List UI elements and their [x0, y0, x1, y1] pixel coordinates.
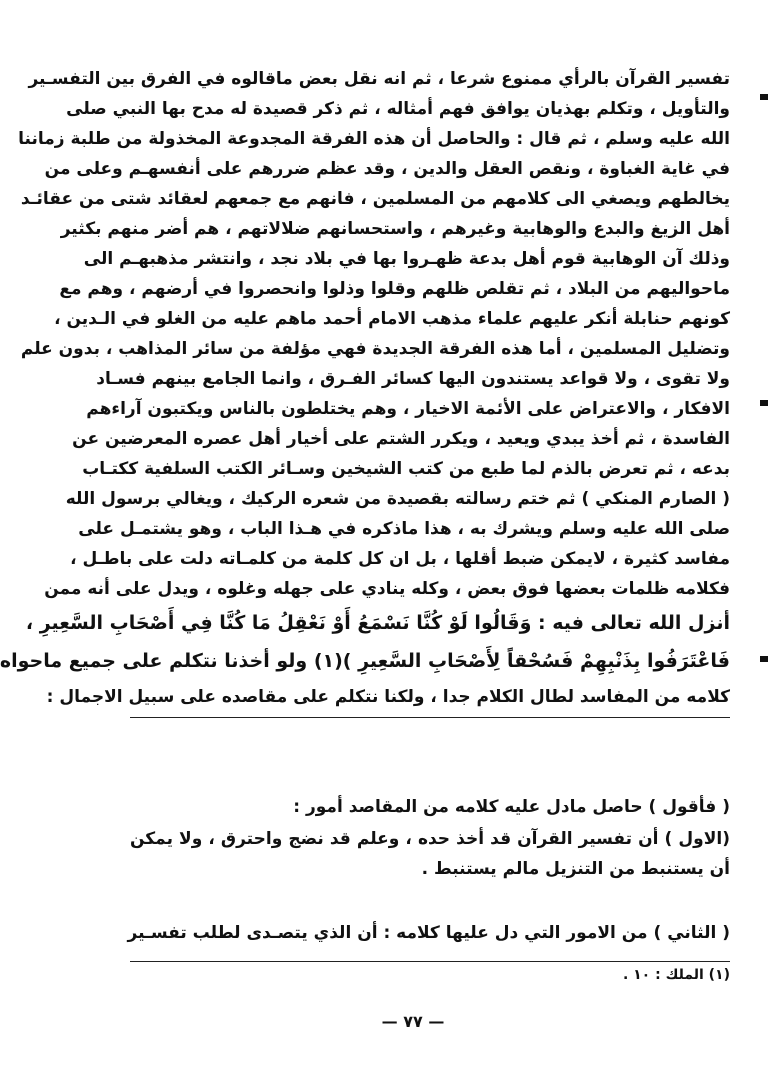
quran-verse-line: أنزل الله تعالى فيه : وَقَالُوا لَوْ كُنَّا نَسْمَعُ أَوْ نَعْقِلُ مَا كُنَّا فِي أَصْحَابِ السَّعِيرِ ،: [25, 612, 730, 634]
footnote: (١) الملك : ١٠ .: [622, 967, 730, 983]
margin-mark-lower: [760, 656, 768, 662]
footnote-divider: [130, 961, 730, 962]
text-line: ولا تقوى ، ولا قواعد يستندون اليها كسائر الفـرق ، وانما الجامع بينهم فسـاد: [96, 369, 730, 389]
main-text: [0, 64, 730, 707]
text-line: الافكار ، والاعتراض على الأئمة الاخيار ، وهم يختلطون بالناس ويكتبون آراءهم: [86, 399, 730, 419]
text-line: ( فأقول ) حاصل مادل عليه كلامه من المقاصد أمور :: [293, 797, 730, 817]
text-line: تفسير القرآن بالرأي ممنوع شرعا ، ثم انه نقل بعض ماقالوه في الفرق بين التفسـير: [28, 69, 730, 89]
quran-verse-line: فَاعْتَرَفُوا بِذَنْبِهِمْ فَسُحْقاً لِأَصْحَابِ السَّعِيرِ )(١) ولو أخذنا نتكلم على جميع ماحواه: [0, 650, 730, 672]
text-line: الفاسدة ، ثم أخذ يبدي ويعيد ، ويكرر الشتم على أخيار أهل عصره المعرضين عن: [72, 429, 730, 449]
page-number: — ٧٧ —: [381, 1012, 445, 1031]
text-line: وتضليل المسلمين ، أما هذه الفرقة الجديدة فهي مؤلفة من سائر المذاهب ، بدون علم: [20, 339, 730, 359]
text-line: وذلك آن الوهابية قوم أهل بدعة ظهـروا بها في بلاد نجد ، وانتشر مذهبهـم الى: [83, 249, 730, 269]
text-line: صلى الله عليه وسلم ويشرك به ، هذا ماذكره في هـذا الباب ، وهو يشتمـل على: [78, 519, 730, 539]
text-line: الله عليه وسلم ، ثم قال : والحاصل أن هذه الفرقة المجدوعة المخذولة من طلبة زماننا: [18, 129, 730, 149]
margin-mark-top: [760, 94, 768, 100]
text-line: فكلامه ظلمات بعضها فوق بعض ، وكله ينادي على جهله وغلوه ، ويدل على أنه ممن: [44, 579, 730, 599]
section-divider: [130, 717, 730, 718]
text-line: بدعه ، ثم تعرض بالذم لما طبع من كتب الشيخين وسـائر الكتب السلفية ككتـاب: [82, 459, 730, 479]
text-line: أن يستنبط من التنزيل مالم يستنبط .: [421, 859, 730, 879]
text-line: ماحواليهم من البلاد ، ثم تقلص ظلهم وقلوا وذلوا وانحصروا في أرضهم ، وهم مع: [59, 279, 730, 299]
text-line: والتأويل ، وتكلم بهذيان يوافق فهم أمثاله ، ثم ذكر قصيدة له مدح بها النبي صلى: [66, 99, 730, 119]
text-line: (الاول ) أن تفسير القرآن قد أخذ حده ، وعلم قد نضج واحترق ، ولا يمكن: [130, 829, 730, 849]
text-line: في غاية الغباوة ، ونقص العقل والدين ، وقد عظم ضررهم على أنفسهـم وعلى من: [44, 159, 730, 179]
text-line: كلامه من المفاسد لطال الكلام جدا ، ولكنا نتكلم على مقاصده على سبيل الاجمال :: [46, 687, 730, 707]
text-line: أهل الزيغ والبدع والوهابية وغيرهم ، واستحسانهم ضلالاتهم ، هم أضر منهم بكثير: [60, 219, 730, 239]
text-line: ( الثاني ) من الامور التي دل عليها كلامه : أن الذي يتصـدى لطلب تفسـير: [127, 923, 730, 943]
text-line: كونهم حنابلة أنكر عليهم علماء مذهب الامام أحمد ماهم عليه من الغلو في الـدين ،: [54, 309, 730, 329]
closing-text: [127, 918, 730, 952]
text-line: ( الصارم المنكي ) ثم ختم رسالته بقصيدة من شعره الركيك ، ويغالي برسول الله: [65, 489, 730, 509]
margin-mark-middle: [760, 400, 768, 406]
section-text: [130, 792, 730, 892]
text-line: مفاسد كثيرة ، لايمكن ضبط أقلها ، بل ان كل كلمة من كلمـاته دلت على باطـل ،: [70, 549, 730, 569]
text-line: يخالطهم ويصغي الى كلامهم من المسلمين ، فانهم مع جمعهم لعقائد شتى من عقائـد: [20, 189, 730, 209]
